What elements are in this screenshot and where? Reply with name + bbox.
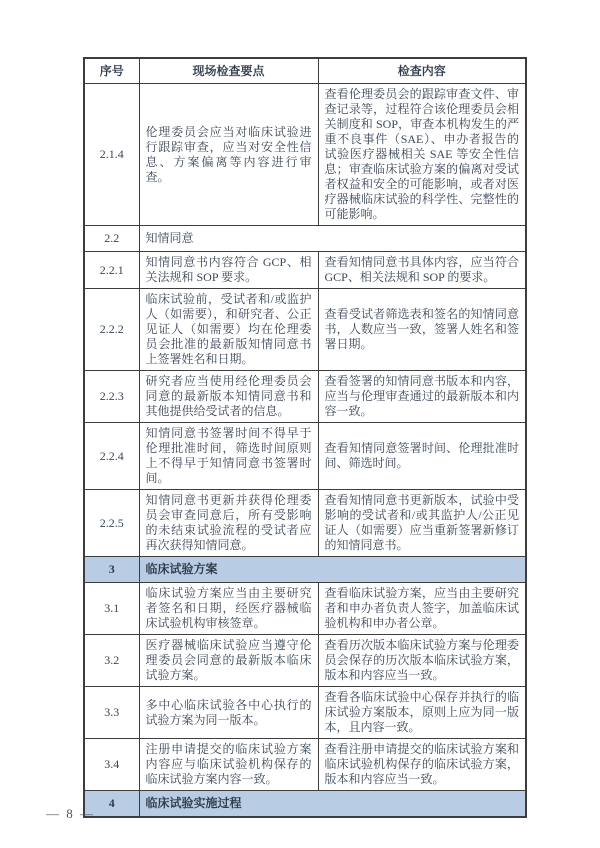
row-inspection-point: 知情同意书更新并获得伦理委员会审查同意后，所有受影响的未结束试验流程的受试者应再次获得知情同意。 [139,490,318,557]
row-inspection-point: 多中心临床试验各中心执行的试验方案为同一版本。 [139,687,318,739]
table-row [84,226,526,252]
row-id: 2.2.1 [84,252,139,289]
col-header-content: 检查内容 [318,58,526,84]
row-id: 4 [84,791,139,818]
row-inspection-content: 查看知情同意书具体内容，应当符合 GCP、相关法规和 SOP 的要求。 [318,252,526,289]
row-id: 3.4 [84,739,139,791]
row-inspection-content: 查看签署的知情同意书版本和内容，应当与伦理审查通过的最新版本和内容一致。 [318,371,526,423]
row-inspection-point: 医疗器械临床试验应当遵守伦理委员会同意的最新版本临床试验方案。 [139,635,318,687]
table-row [84,490,526,557]
row-id: 2.2.3 [84,371,139,423]
row-section-title: 知情同意 [139,226,526,252]
row-inspection-content: 查看临床试验方案，应当由主要研究者和申办者负责人签字，加盖临床试验机构和申办者公章。 [318,583,526,635]
row-id: 2.2.5 [84,490,139,557]
col-header-point: 现场检查要点 [139,58,318,84]
row-inspection-point: 知情同意书签署时间不得早于伦理批准时间，筛选时间原则上不得早于知情同意书签署时间。 [139,423,318,490]
row-id: 3.1 [84,583,139,635]
row-inspection-content: 查看历次版本临床试验方案与伦理委员会保存的历次版本临床试验方案，版本和内容应当一致。 [318,635,526,687]
row-inspection-point: 研究者应当使用经伦理委员会同意的最新版本知情同意书和其他提供给受试者的信息。 [139,371,318,423]
page-number: — 8 — [46,806,95,821]
row-inspection-point: 知情同意书内容符合 GCP、相关法规和 SOP 要求。 [139,252,318,289]
row-id: 3.2 [84,635,139,687]
row-section-title: 临床试验实施过程 [139,791,526,818]
table-header-row [84,58,526,84]
row-inspection-content: 查看注册申请提交的临床试验方案和临床试验机构保存的临床试验方案，版本和内容应当一致。 [318,739,526,791]
row-inspection-point: 注册申请提交的临床试验方案内容应与临床试验机构保存的临床试验方案内容一致。 [139,739,318,791]
table-row [84,687,526,739]
row-inspection-content: 查看受试者筛选表和签名的知情同意书，人数应当一致，签署人姓名和签署日期。 [318,289,526,371]
table-row [84,289,526,371]
table-row [84,371,526,423]
table-row [84,423,526,490]
table-row [84,252,526,289]
table-row [84,557,526,583]
row-inspection-content: 查看知情同意书更新版本，试验中受影响的受试者和/或其监护人/公正见证人（如需要）应当重新签署新修订的知情同意书。 [318,490,526,557]
inspection-table [83,57,527,818]
row-id: 3 [84,557,139,583]
table-row [84,583,526,635]
table-row [84,635,526,687]
row-inspection-content: 查看各临床试验中心保存并执行的临床试验方案版本，原则上应为同一版本，且内容一致。 [318,687,526,739]
row-inspection-point: 临床试验方案应当由主要研究者签名和日期，经医疗器械临床试验机构审核签章。 [139,583,318,635]
row-id: 3.3 [84,687,139,739]
row-id: 2.2.2 [84,289,139,371]
row-id: 2.1.4 [84,84,139,226]
row-section-title: 临床试验方案 [139,557,526,583]
row-inspection-content: 查看知情同意签署时间、伦理批准时间、筛选时间。 [318,423,526,490]
row-inspection-point: 临床试验前，受试者和/或监护人（如需要），和研究者、公正见证人（如需要）均在伦理委员会批准的最新版知情同意书上签署姓名和日期。 [139,289,318,371]
row-id: 2.2 [84,226,139,252]
row-id: 2.2.4 [84,423,139,490]
inspection-table-body [84,84,526,818]
col-header-index: 序号 [84,58,139,84]
row-inspection-content: 查看伦理委员会的跟踪审查文件、审查记录等，过程符合该伦理委员会相关制度和 SOP，审查本机构发生的严重不良事件（SAE）、申办者报告的试验医疗器械相关 SAE 等安全性信息；审查临床试验方案的偏离对受试者权益和安全的可能影响，或者对医疗器械临床试验的科学性、完整性的可能影响。 [318,84,526,226]
row-inspection-point: 伦理委员会应当对临床试验进行跟踪审查，应当对安全性信息、方案偏离等内容进行审查。 [139,84,318,226]
table-row [84,84,526,226]
table-row [84,739,526,791]
table-row [84,791,526,818]
